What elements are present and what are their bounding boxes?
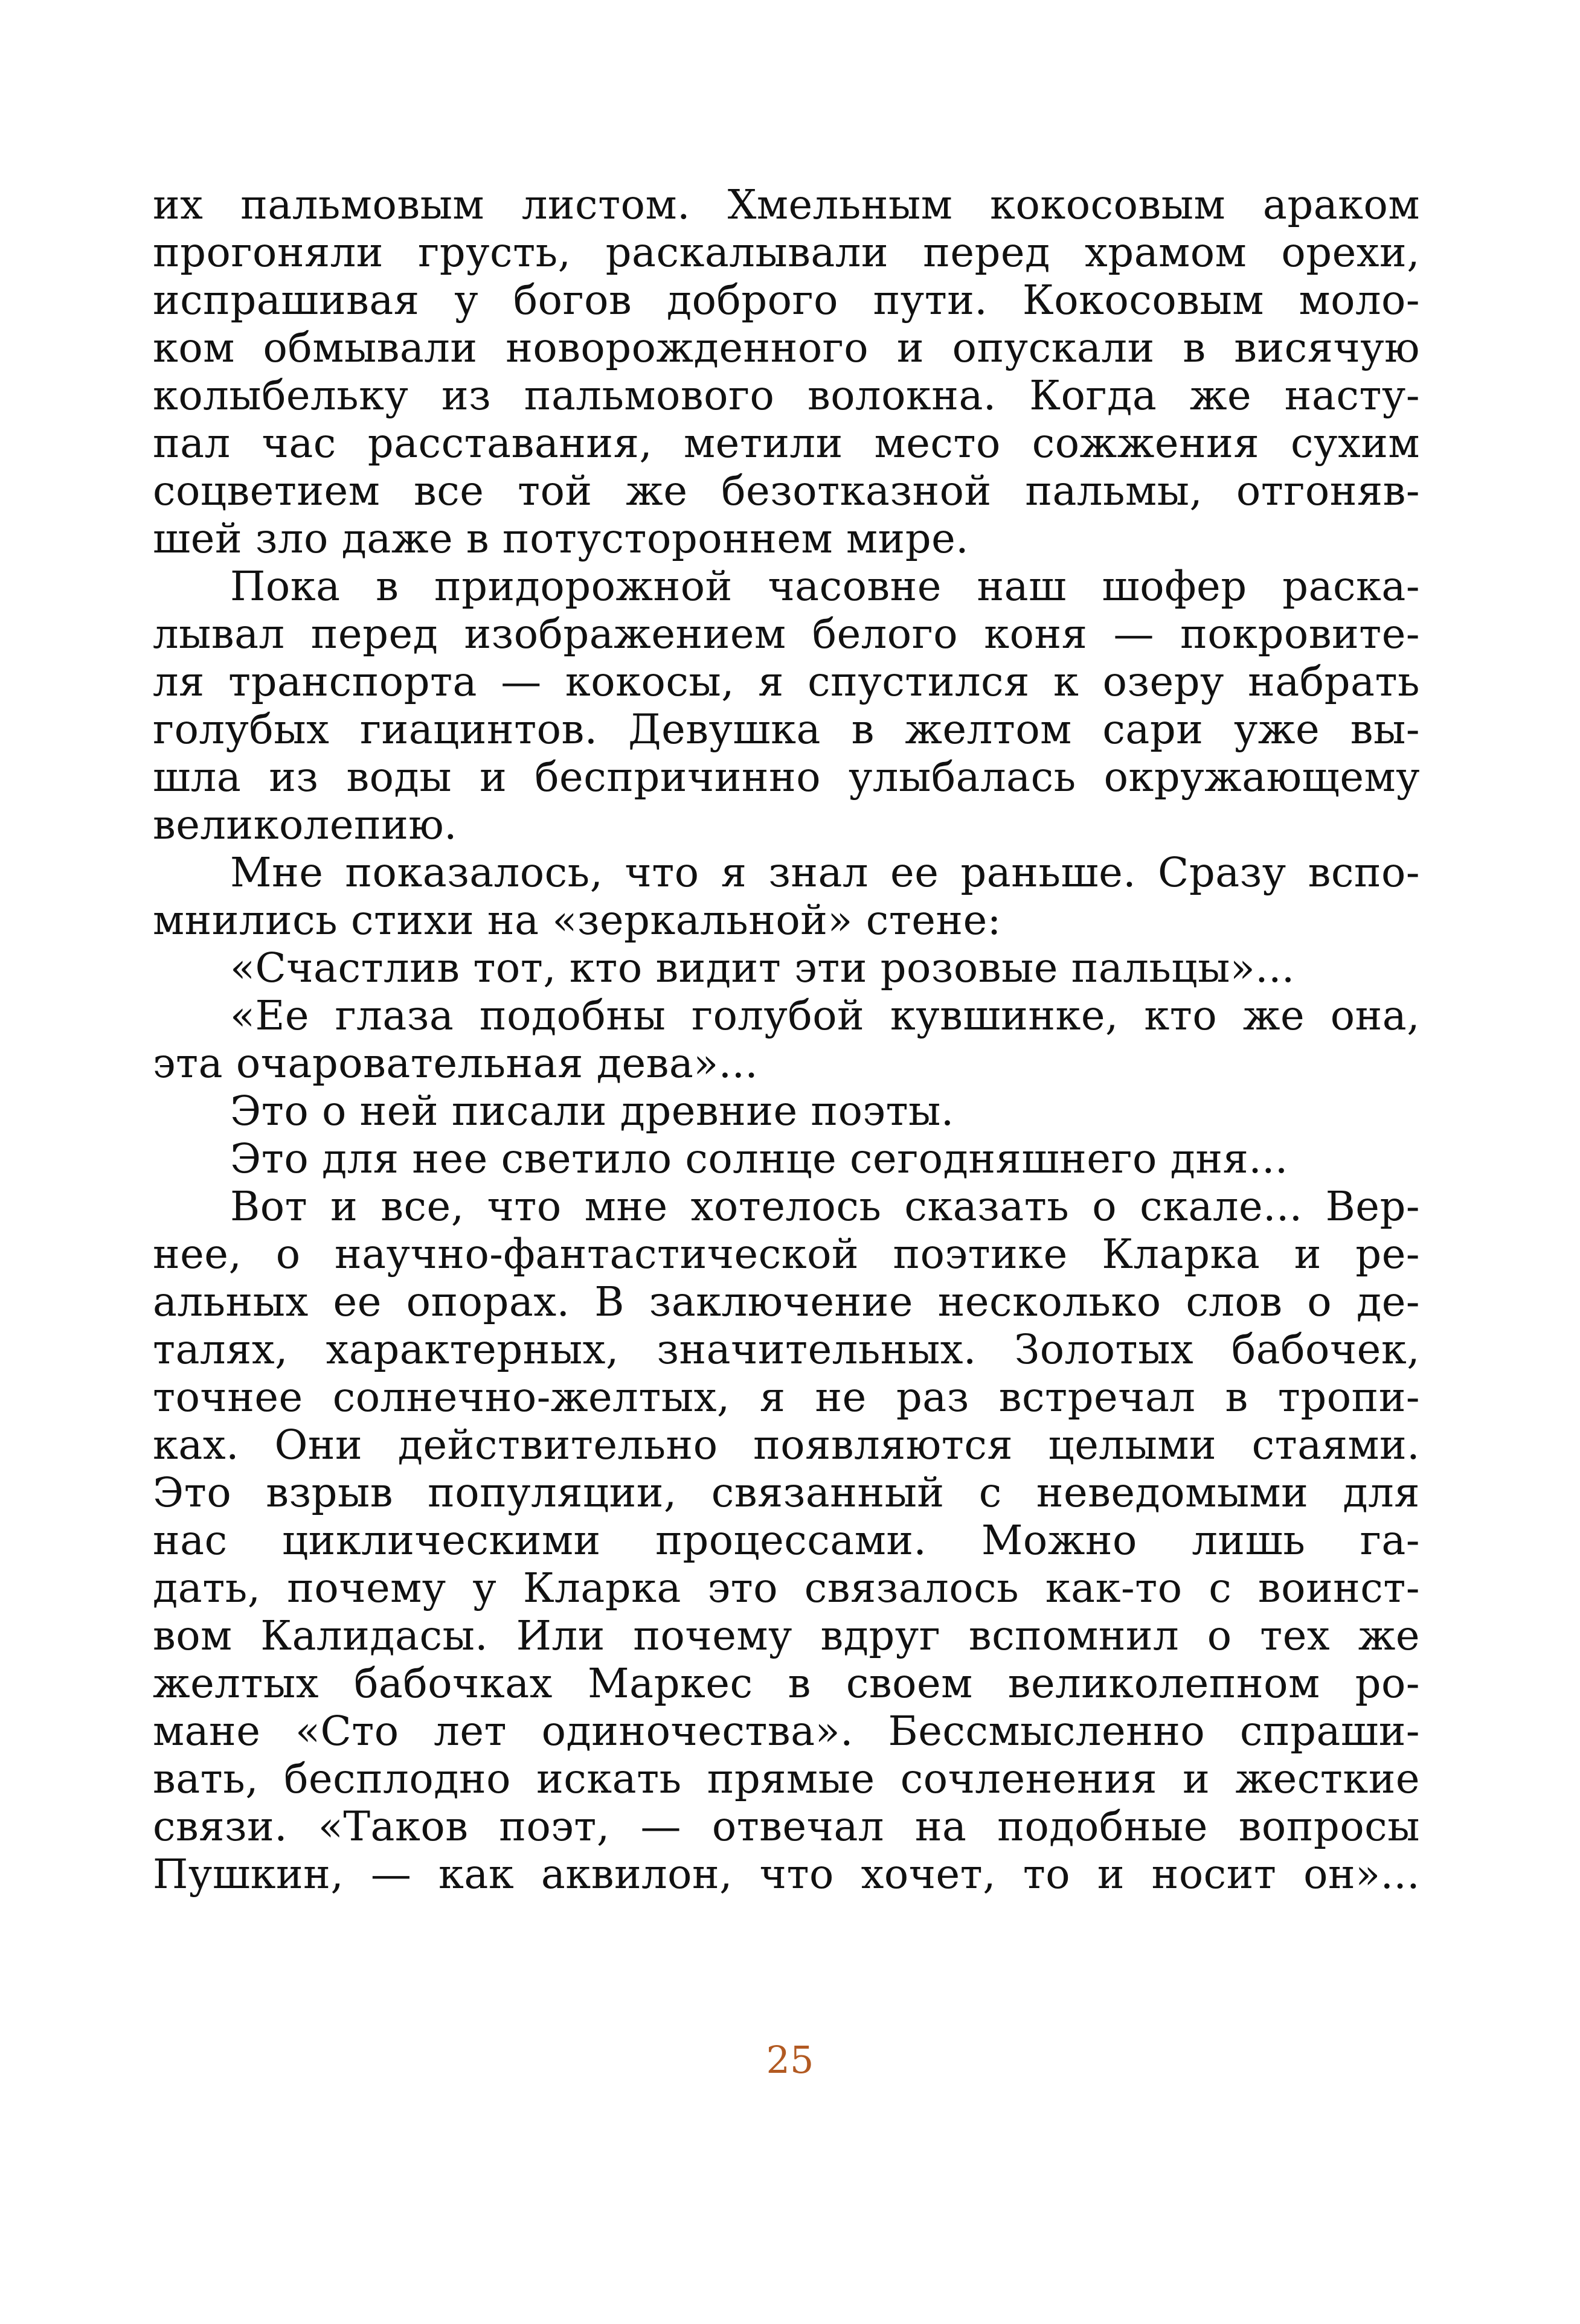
text-line: шей зло даже в потустороннем мире. bbox=[153, 515, 969, 562]
text-line: Вот и все, что мне хотелось сказать о скале... Вер- bbox=[230, 1183, 1420, 1230]
text-line: ля транспорта — кокосы, я спустился к озеру набрать bbox=[153, 658, 1420, 705]
text-line: Это взрыв популяции, связанный с неведомыми для bbox=[153, 1469, 1420, 1516]
text-line: пал час расставания, метили место сожжения сухим bbox=[153, 420, 1420, 467]
text-line: Мне показалось, что я знал ее раньше. Сразу вспо- bbox=[230, 849, 1420, 896]
text-line: связи. «Таков поэт, — отвечал на подобные вопросы bbox=[153, 1803, 1420, 1850]
text-line: Это о ней писали древние поэты. bbox=[230, 1087, 954, 1135]
text-line: вать, бесплодно искать прямые сочленения и жесткие bbox=[153, 1755, 1420, 1802]
text-line: альных ее опорах. В заключение несколько слов о де- bbox=[153, 1278, 1420, 1325]
text-line: желтых бабочках Маркес в своем великолепном ро- bbox=[153, 1660, 1420, 1707]
text-line: «Счастлив тот, кто видит эти розовые пальцы»... bbox=[230, 944, 1295, 991]
text-line: точнее солнечно-желтых, я не раз встречал в тропи- bbox=[153, 1374, 1420, 1421]
text-line: прогоняли грусть, раскалывали перед храмом орехи, bbox=[153, 229, 1420, 276]
text-line: колыбельку из пальмового волокна. Когда же насту- bbox=[153, 372, 1420, 419]
text-line: шла из воды и беспричинно улыбалась окружающему bbox=[153, 754, 1420, 801]
text-line: мане «Сто лет одиночества». Бессмысленно спраши- bbox=[153, 1708, 1420, 1755]
text-line: великолепию. bbox=[153, 801, 457, 848]
text-line: эта очаровательная дева»... bbox=[153, 1040, 759, 1087]
text-line: ках. Они действительно появляются целыми стаями. bbox=[153, 1421, 1420, 1468]
text-line: вом Калидасы. Или почему вдруг вспомнил о тех же bbox=[153, 1612, 1420, 1659]
text-line: талях, характерных, значительных. Золотых бабочек, bbox=[153, 1326, 1420, 1373]
body-text bbox=[153, 181, 1420, 1898]
text-line: ком обмывали новорожденного и опускали в висячую bbox=[153, 324, 1420, 371]
text-line: испрашивая у богов доброго пути. Кокосовым моло- bbox=[153, 277, 1420, 324]
text-line: нас циклическими процессами. Можно лишь га- bbox=[153, 1517, 1420, 1564]
text-line: дать, почему у Кларка это связалось как-то с воинст- bbox=[153, 1564, 1420, 1612]
text-line: голубых гиацинтов. Девушка в желтом сари уже вы- bbox=[153, 706, 1420, 753]
text-line: их пальмовым листом. Хмельным кокосовым араком bbox=[153, 181, 1420, 228]
text-line: Пока в придорожной часовне наш шофер раска- bbox=[230, 563, 1420, 610]
text-line: Пушкин, — как аквилон, что хочет, то и носит он»... bbox=[153, 1851, 1420, 1898]
text-line: нее, о научно-фантастической поэтике Кларка и ре- bbox=[153, 1231, 1420, 1278]
text-line: «Ее глаза подобны голубой кувшинке, кто же она, bbox=[230, 992, 1420, 1039]
text-line: соцветием все той же безотказной пальмы, отгоняв- bbox=[153, 467, 1420, 514]
text-line: Это для нее светило солнце сегодняшнего дня... bbox=[230, 1135, 1288, 1182]
page-number: 25 bbox=[766, 2038, 814, 2082]
text-line: мнились стихи на «зеркальной» стене: bbox=[153, 897, 1001, 944]
text-line: лывал перед изображением белого коня — покровите- bbox=[153, 610, 1420, 658]
